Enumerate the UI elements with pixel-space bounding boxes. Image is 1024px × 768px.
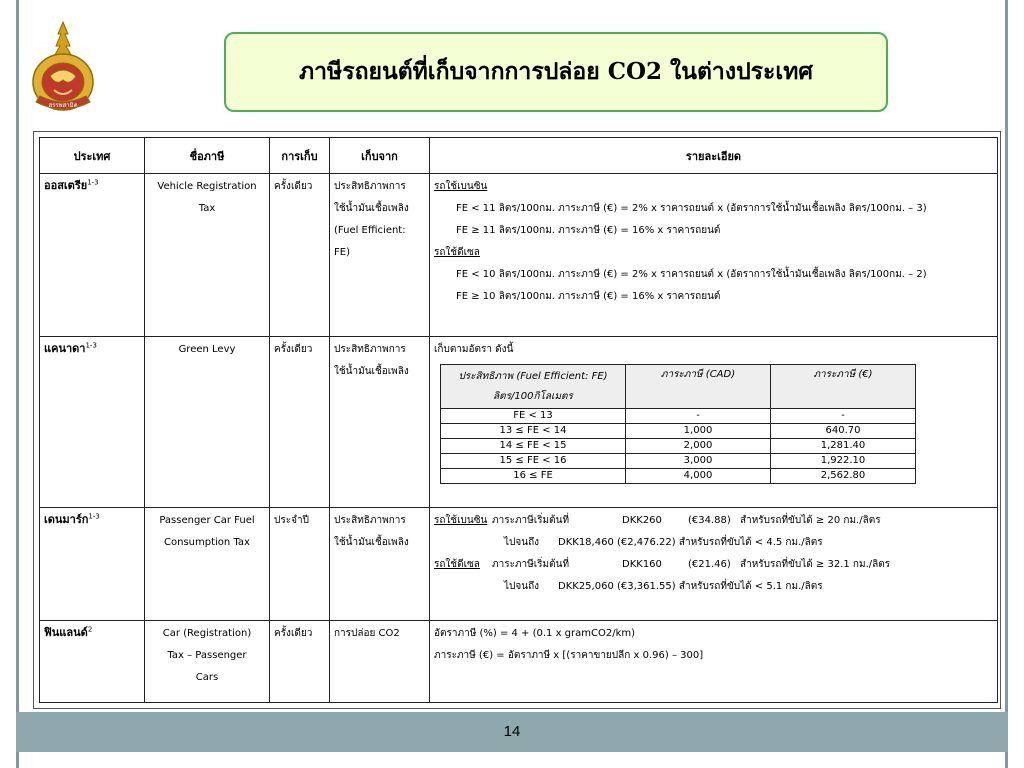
table-row: 13 ≤ FE < 14 1,000 640.70: [441, 424, 916, 439]
table-row-austria: [40, 174, 998, 337]
canada-rate-header: ประสิทธิภาพ (Fuel Efficient: FE) ลิตร/100กิโลเมตร ภาระภาษี (CAD) ภาระภาษี (€): [441, 365, 916, 409]
basis-austria: ประสิทธิภาพการ ใช้น้ำมันเชื้อเพลิง (Fuel Efficient: FE): [330, 174, 430, 337]
header-country: ประเทศ: [40, 138, 145, 174]
table-row: 15 ≤ FE < 16 3,000 1,922.10: [441, 454, 916, 469]
slide-title: ภาษีรถยนต์ที่เก็บจากการปล่อย CO2 ในต่างประเทศ: [298, 58, 814, 85]
tax-name-finland: Car (Registration) Tax – Passenger Cars: [145, 621, 270, 703]
country-finland: ฟินแลนด์$^2$: [40, 621, 145, 703]
footer-bar: [16, 712, 1008, 752]
basis-finland: การปล่อย CO2: [330, 621, 430, 703]
table-row-finland: [40, 621, 998, 703]
details-canada: เก็บตามอัตรา ดังนี้ ประสิทธิภาพ (Fuel Efficient: FE) ลิตร/100กิโลเมตร ภาระภาษี (CAD) ภาระภาษี (€) FE < 13 - - 13 ≤ FE < 14 1,000 640.70 14 ≤ FE < 15 2,000 1,281.40 15 ≤ FE < 16 3,000 1,922.10 16 ≤ FE 4,000 2,562.80: [430, 337, 998, 508]
table-row: 16 ≤ FE 4,000 2,562.80: [441, 469, 916, 484]
table-row: FE < 13 - -: [441, 409, 916, 424]
collection-canada: ครั้งเดียว: [270, 337, 330, 508]
collection-finland: ครั้งเดียว: [270, 621, 330, 703]
table-row: 14 ≤ FE < 15 2,000 1,281.40: [441, 439, 916, 454]
tax-name-denmark: Passenger Car Fuel Consumption Tax: [145, 508, 270, 621]
tax-table-image: [33, 131, 1001, 709]
table-header-row: [40, 138, 998, 174]
petrol-heading: รถใช้เบนซิน: [434, 181, 488, 192]
collection-austria: ครั้งเดียว: [270, 174, 330, 337]
header-tax-name: ชื่อภาษี: [145, 138, 270, 174]
canada-rate-table: [440, 364, 916, 484]
logo-text: สรรพสามิต: [48, 102, 78, 109]
header-details: รายละเอียด: [430, 138, 998, 174]
table-row-canada: [40, 337, 998, 508]
diesel-heading: รถใช้ดีเซล: [434, 247, 480, 258]
details-denmark: รถใช้เบนซิน ภาระภาษีเริ่มต้นที่ DKK260 (€34.88) สำหรับรถที่ขับได้ ≥ 20 กม./ลิตร ไปจนถึง DKK18,460 (€2,476.22) สำหรับรถที่ขับได้ < 4.5 กม./ลิตร รถใช้ดีเซล ภาระภาษีเริ่มต้นที่ DKK160 (€21.46) สำหรับรถที่ขับได้ ≥ 32.1 กม./ลิตร ไปจนถึง DKK25,060 (€3,361.55) สำหรับรถที่ขับได้ < 5.1 กม./ลิตร: [430, 508, 998, 621]
country-canada: แคนาดา$^{1-3}$: [40, 337, 145, 508]
title-box: [224, 32, 888, 112]
slide-frame-left: [16, 0, 19, 768]
basis-denmark: ประสิทธิภาพการ ใช้น้ำมันเชื้อเพลิง: [330, 508, 430, 621]
collection-denmark: ประจำปี: [270, 508, 330, 621]
header-basis: เก็บจาก: [330, 138, 430, 174]
basis-canada: ประสิทธิภาพการ ใช้น้ำมันเชื้อเพลิง: [330, 337, 430, 508]
excise-department-logo: [28, 20, 98, 118]
table-row-denmark: [40, 508, 998, 621]
header-collection: การเก็บ: [270, 138, 330, 174]
tax-name-austria: Vehicle Registration Tax: [145, 174, 270, 337]
country-austria: ออสเตรีย$^{1-3}$: [40, 174, 145, 337]
co2-tax-table: [39, 137, 998, 703]
slide-frame-right: [1005, 0, 1008, 768]
tax-name-canada: Green Levy: [145, 337, 270, 508]
country-denmark: เดนมาร์ก$^{1-3}$: [40, 508, 145, 621]
details-austria: รถใช้เบนซิน FE < 11 ลิตร/100กม. ภาระภาษี (€) = 2% x ราคารถยนต์ x (อัตราการใช้น้ำมันเชื้อเพลิง ลิตร/100กม. – 3) FE ≥ 11 ลิตร/100กม. ภาระภาษี (€) = 16% x ราคารถยนต์ รถใช้ดีเซล FE < 10 ลิตร/100กม. ภาระภาษี (€) = 2% x ราคารถยนต์ x (อัตราการใช้น้ำมันเชื้อเพลิง ลิตร/100กม. – 2) FE ≥ 10 ลิตร/100กม. ภาระภาษี (€) = 16% x ราคารถยนต์: [430, 174, 998, 337]
page-number: 14: [503, 723, 521, 740]
details-finland: อัตราภาษี (%) = 4 + (0.1 x gramCO2/km) ภาระภาษี (€) = อัตราภาษี x [(ราคาขายปลีก x 0.96) – 300]: [430, 621, 998, 703]
